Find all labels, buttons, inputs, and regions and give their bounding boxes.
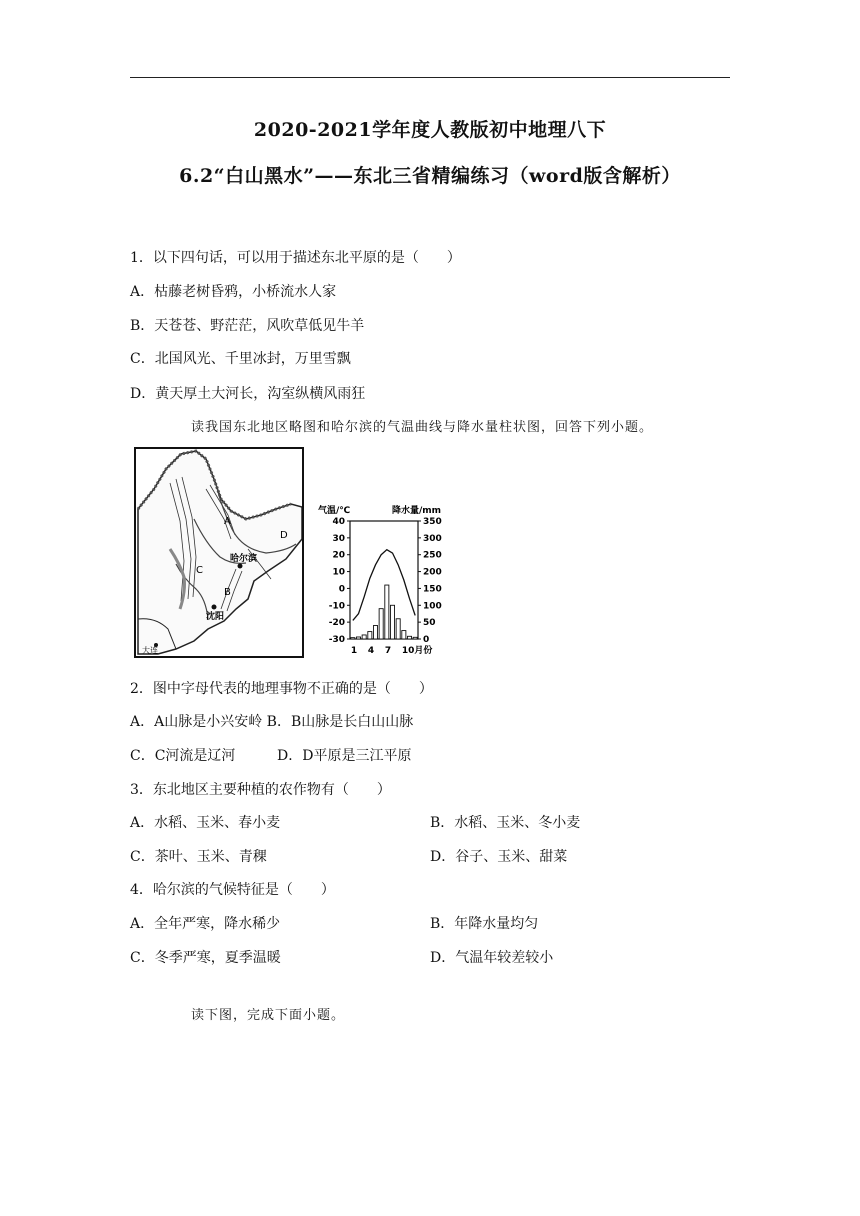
title-line-2: 6.2“白山黑水”——东北三省精编练习（word版含解析） (179, 165, 681, 187)
q3-option-d: D．谷子、玉米、甜菜 (430, 849, 568, 865)
q4-option-c: C．冬季严寒，夏季温暖 (130, 950, 281, 966)
q4-option-b: B．年降水量均匀 (430, 916, 539, 932)
right-tick-label: 250 (423, 550, 442, 561)
q1-option-c: C．北国风光、千里冰封，万里雪飘 (130, 351, 351, 367)
precip-bar (362, 635, 366, 639)
x-tick-label: 10月份 (401, 646, 433, 656)
left-tick-label: 30 (332, 533, 345, 544)
map-label-d: D (280, 530, 288, 541)
q4-option-a: A．全年严寒，降水稀少 (130, 916, 281, 932)
q3-option-c: C．茶叶、玉米、青稞 (130, 849, 267, 865)
map-label-harbin: 哈尔滨 (230, 554, 258, 564)
q2-stem: 2．图中字母代表的地理事物不正确的是（ ） (130, 681, 433, 697)
right-tick-label: 0 (423, 635, 430, 645)
q1-option-b: B．天苍苍、野茫茫，风吹草低见牛羊 (130, 318, 365, 334)
q1-option-d: D．黄天厚土大河长，沟室纵横风雨狂 (130, 386, 366, 402)
harbin-dot (238, 564, 243, 569)
x-tick-label: 1 (350, 646, 358, 656)
temperature-line (353, 550, 415, 621)
map-label-c: C (196, 565, 203, 576)
right-tick-label: 300 (423, 533, 442, 544)
q3-option-a: A．水稻、玉米、春小麦 (130, 815, 281, 831)
intro-text-1: 读我国东北地区略图和哈尔滨的气温曲线与降水量柱状图，回答下列小题。 (191, 420, 654, 435)
q2-row-1: A．A山脉是小兴安岭 B．B山脉是长白山山脉 (130, 714, 414, 730)
left-tick-label: 20 (332, 550, 345, 561)
precip-bar (407, 636, 411, 639)
northeast-map (134, 447, 304, 658)
left-tick-label: -30 (328, 635, 345, 645)
shenyang-dot (212, 605, 217, 610)
map-label-dalian: 大连 (142, 646, 158, 655)
x-tick-label: 7 (384, 646, 392, 656)
precip-bar (413, 637, 417, 639)
right-tick-label: 200 (423, 567, 442, 578)
precip-bar (379, 609, 383, 639)
precip-bar (390, 605, 394, 639)
title-line-1: 2020-2021学年度人教版初中地理八下 (253, 119, 607, 141)
right-tick-label: 350 (423, 517, 442, 527)
precip-bar (373, 626, 377, 639)
q3-option-b: B．水稻、玉米、冬小麦 (430, 815, 581, 831)
chart-left-axis-label: 气温/℃ (318, 506, 351, 516)
right-tick-label: 150 (423, 584, 442, 595)
q1-stem: 1．以下四句话，可以用于描述东北平原的是（ ） (130, 250, 461, 266)
q2-option-c: C．C河流是辽河 (130, 748, 236, 764)
chart-right-axis-label: 降水量/mm (392, 506, 442, 516)
precip-bar (396, 619, 400, 639)
q2-option-d: D．D平原是三江平原 (277, 748, 412, 764)
right-tick-label: 50 (423, 618, 436, 629)
precip-bar (385, 585, 389, 639)
precip-bar (368, 632, 372, 639)
left-tick-label: -10 (328, 601, 345, 612)
left-tick-label: -20 (328, 618, 345, 629)
intro-text-2: 读下图，完成下面小题。 (191, 1008, 346, 1023)
right-tick-label: 100 (423, 601, 442, 612)
q1-option-a: A．枯藤老树昏鸦，小桥流水人家 (130, 284, 337, 300)
left-tick-label: 40 (332, 517, 345, 527)
q4-stem: 4．哈尔滨的气候特征是（ ） (130, 882, 335, 898)
map-label-shenyang: 沈阳 (206, 612, 225, 622)
q4-option-d: D．气温年较差较小 (430, 950, 554, 966)
plot-frame (350, 521, 418, 639)
precip-bar (356, 637, 360, 639)
harbin-climate-chart (318, 497, 484, 665)
map-label-a: A (224, 516, 231, 527)
left-tick-label: 10 (332, 567, 345, 578)
precip-bar (402, 631, 406, 639)
climate-chart-svg (318, 497, 484, 665)
precip-bar (351, 638, 355, 639)
x-tick-label: 4 (367, 646, 375, 656)
header-rule (130, 77, 730, 78)
q3-stem: 3．东北地区主要种植的农作物有（ ） (130, 782, 391, 798)
map-label-b: B (224, 587, 231, 598)
left-tick-label: 0 (338, 584, 345, 595)
map-drawing (136, 449, 302, 656)
